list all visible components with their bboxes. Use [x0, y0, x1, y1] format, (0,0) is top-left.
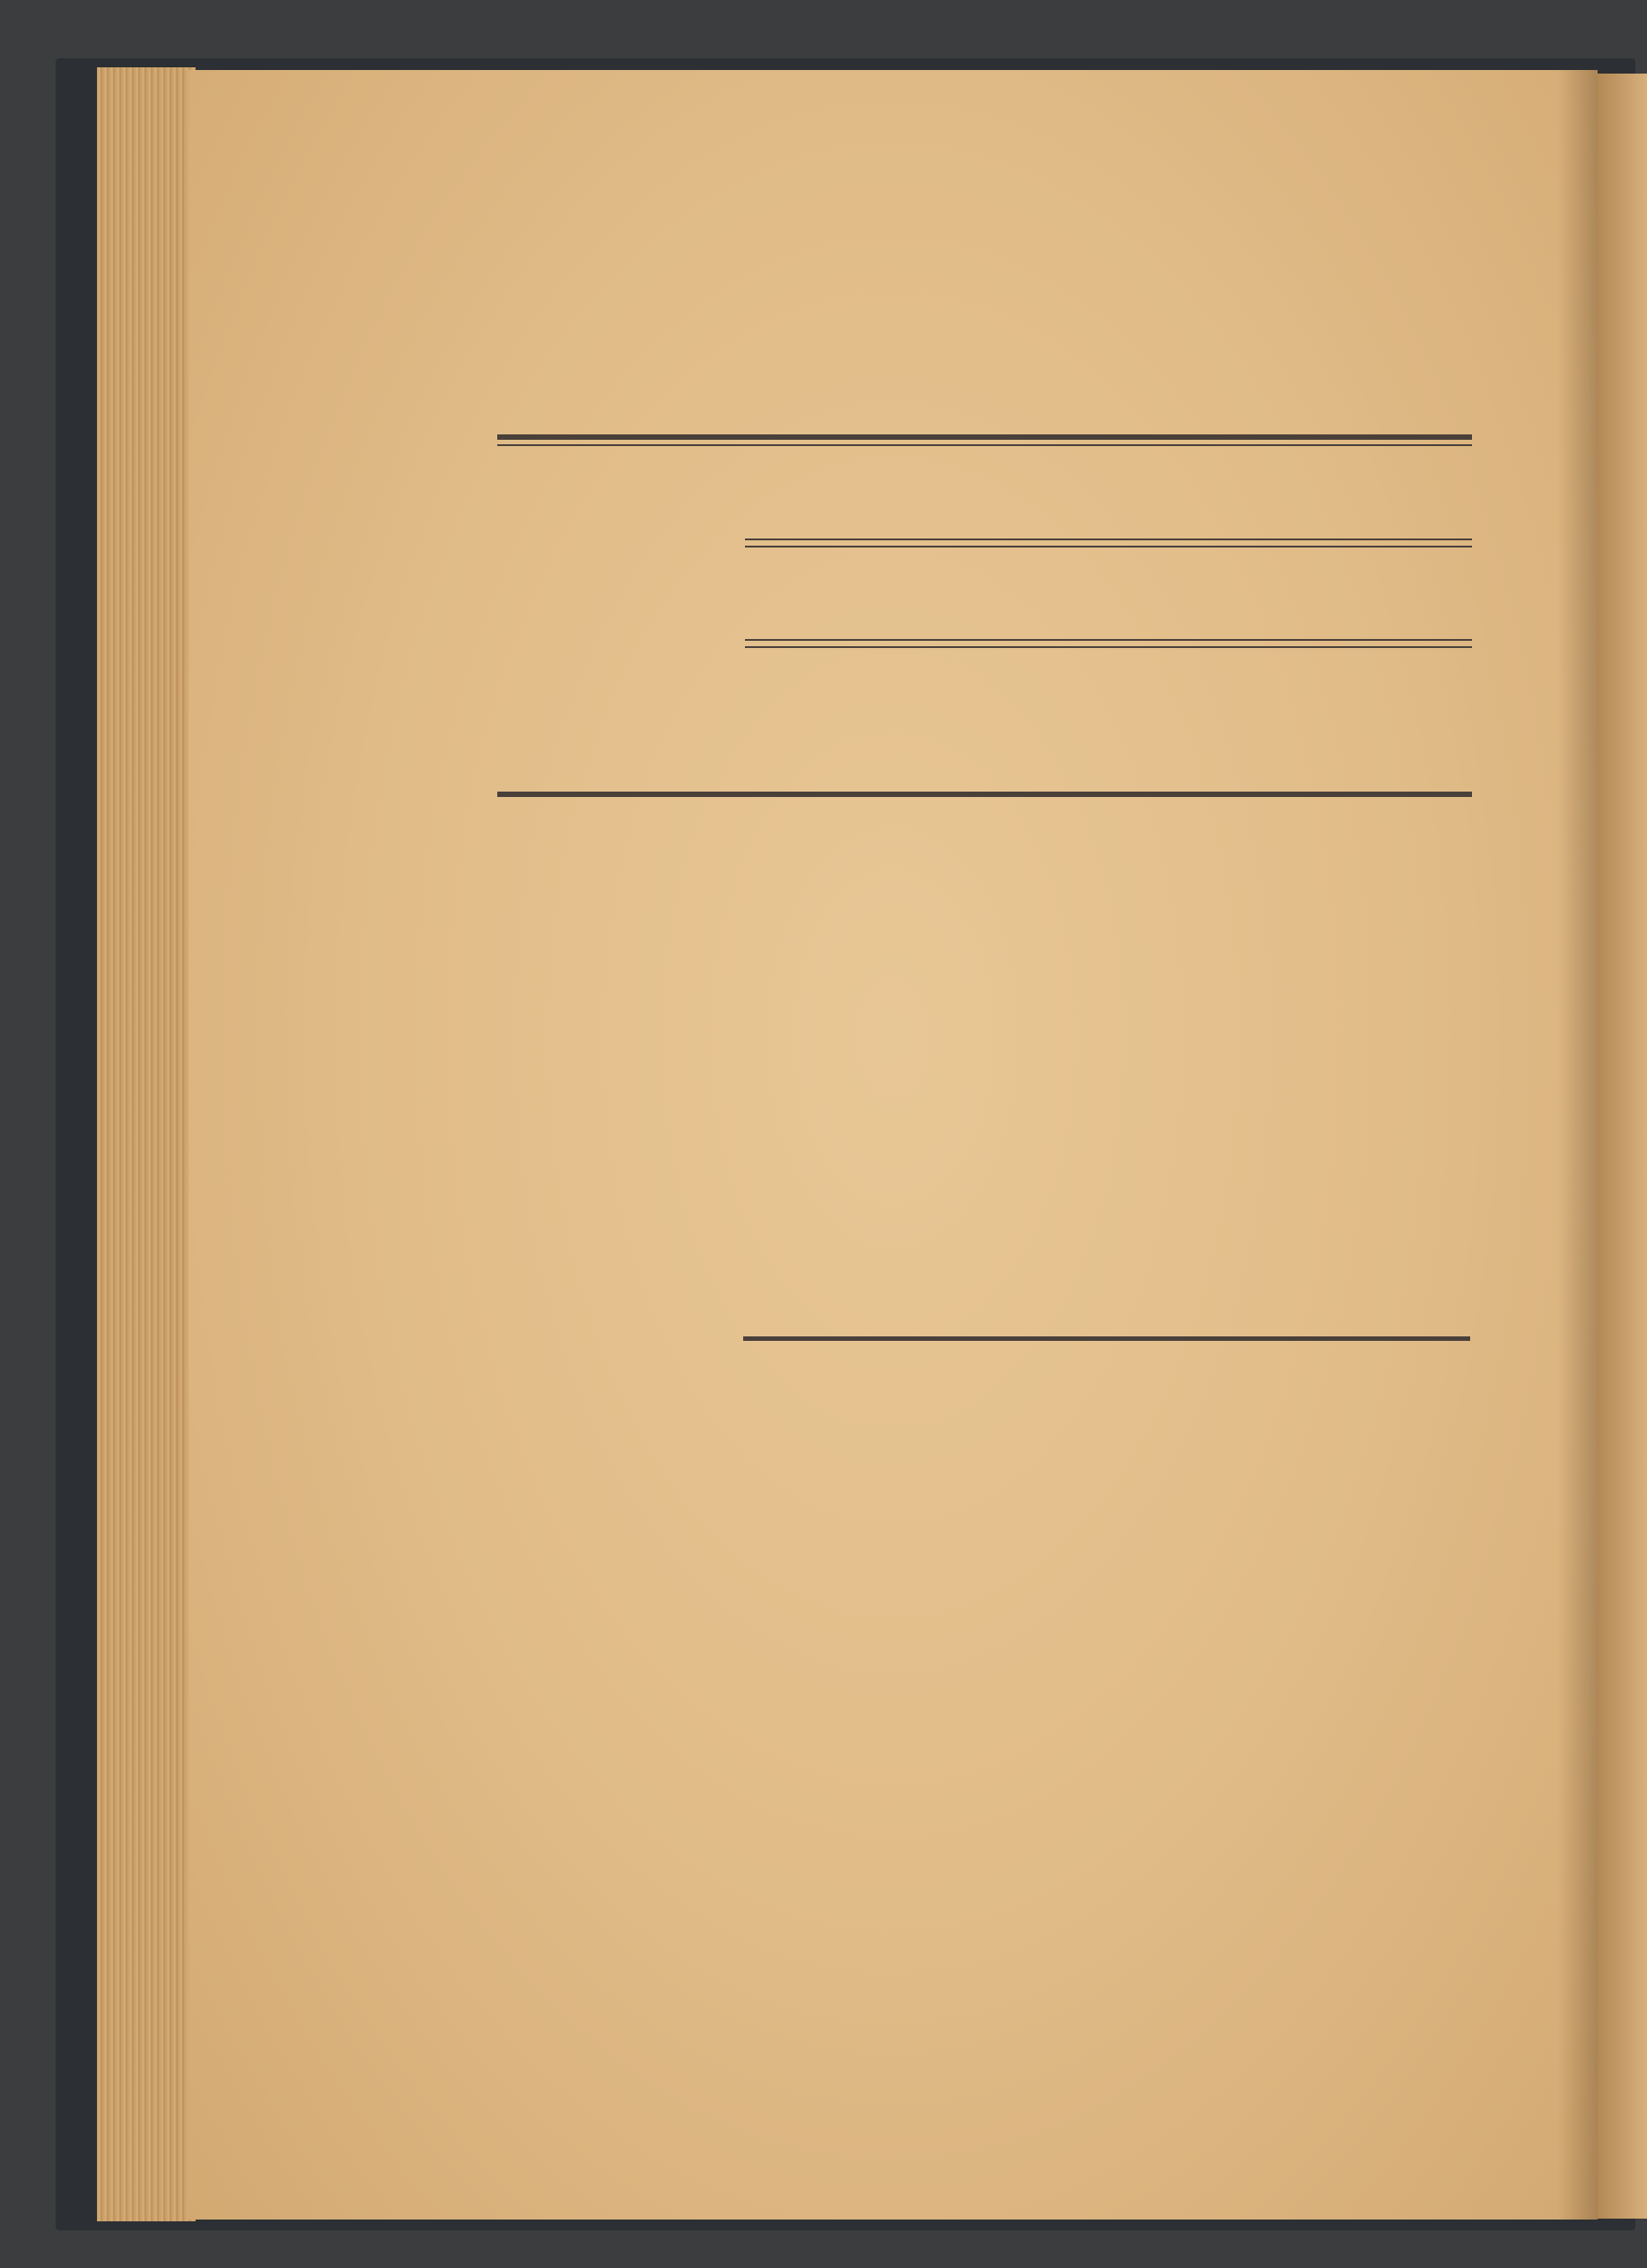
header-top-rule: [497, 434, 1472, 440]
prozente-rule-2: [745, 546, 1472, 547]
city-bottom-rule: [743, 1336, 1470, 1341]
group-rule-1: [745, 639, 1472, 641]
prozente-rule-1: [745, 539, 1472, 540]
header-bottom-rule: [497, 792, 1472, 797]
header-top-rule-thin: [497, 444, 1472, 446]
group-rule-2: [745, 646, 1472, 648]
